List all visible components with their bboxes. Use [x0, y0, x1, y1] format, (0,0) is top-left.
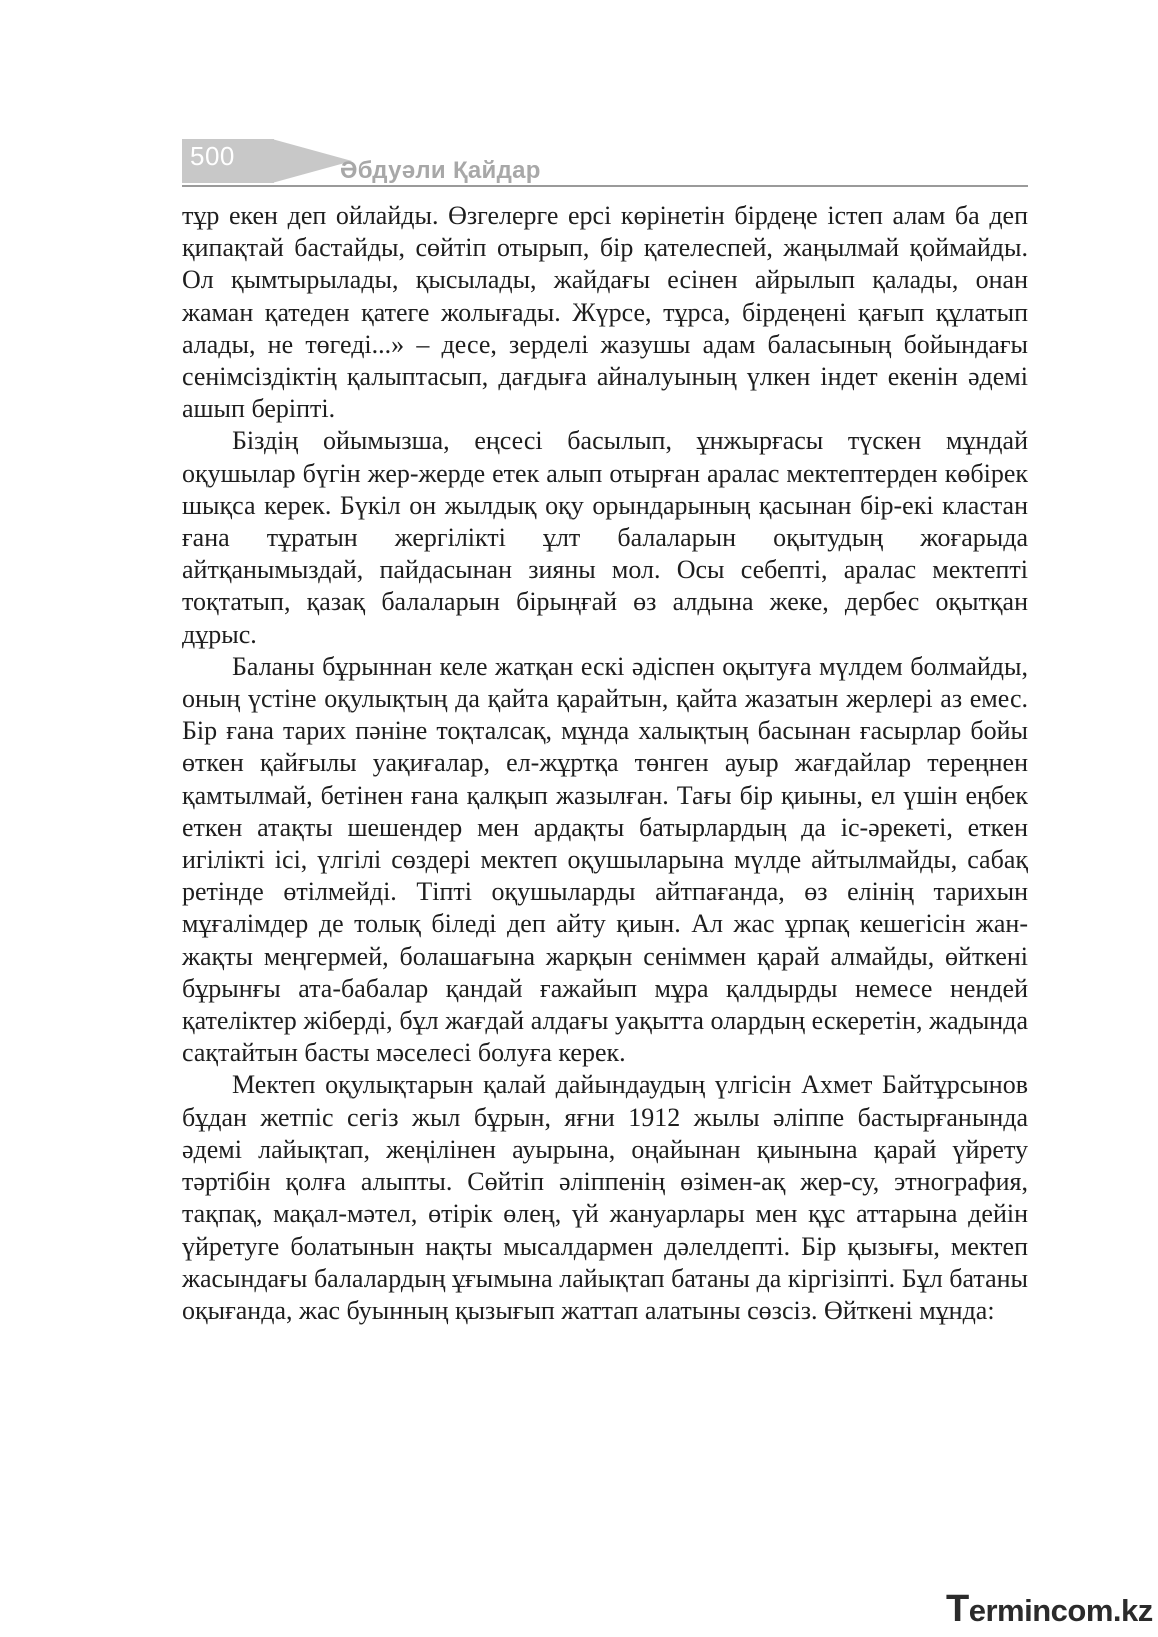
- header-divider: [182, 185, 1028, 187]
- paragraph-continued: тұр екен деп ойлайды. Өзгелерге ерсі көрінетін бірдеңе істеп алам ба деп қипақтай бастайды, сөйтіп отырып, бір қателеспей, жаңылмай қоймайды. Ол қымтырылады, қысылады, жайдағы есінен айрылып қалады, онан жаман қатеден қатеге жолығады. Жүрсе, тұрса, бірдеңені қағып құлатып алады, не төгеді...» – десе, зерделі жазушы адам баласының бойындағы сенімсіздіктің қалыптасып, дағдыға айналуының үлкен індет екенін әдемі ашып беріпті.: [182, 201, 1028, 424]
- running-header-author: Әбдуәли Қайдар: [340, 157, 541, 184]
- paragraph: Мектеп оқулықтарын қалай дайындаудың үлгісін Ахмет Байтұрсынов бұдан жетпіс сегіз жыл бұрын, яғни 1912 жылы әліппе бастырғанында әдемі лайықтап, жеңілінен ауырына, оңайынан қиынына қарай үйрету тәртібін қолға алыпты. Сөйтіп әліппенің өзімен-ақ жер-су, этнография, тақпақ, мақал-мәтел, өтірік өлең, үй жануарлары мен құс аттарына дейін үйретуге болатынын нақты мысалдармен дәлелдепті. Бір қызығы, мектеп жасындағы балалардың ұғымына лайықтап батаны да кіргізіпті. Бұл батаны оқығанда, жас буынның қызығып жаттап алатыны сөзсіз. Өйткені мұнда:: [182, 1070, 1028, 1325]
- page-number: 500: [190, 141, 235, 171]
- page-body: [182, 200, 1028, 1327]
- termincom-watermark-logo: Termincom.kz: [946, 1588, 1153, 1630]
- paragraph: Баланы бұрыннан келе жатқан ескі әдіспен оқытуға мүлдем болмайды, оның үстіне оқулықтың да қайта қарайтын, қайта жазатын жерлері аз емес. Бір ғана тарих пәніне тоқталсақ, мұнда халықтың басынан ғасырлар бойы өткен қайғылы уақиғалар, ел-жұртқа төнген ауыр жағдайлар тереңнен қамтылмай, бетінен ғана қалқып жазылған. Тағы бір қиыны, ел үшін еңбек еткен атақты шешендер мен ардақты батырлардың да іс-әрекеті, еткен игілікті ісі, үлгілі сөздері мектеп оқушыларына мүлде айтылмайды, сабақ ретінде өтілмейді. Тіпті оқушыларды айтпағанда, өз елінің тарихын мұғалімдер де толық біледі деп айту қиын. Ал жас ұрпақ кешегісін жан-жақты меңгермей, болашағына жарқын сеніммен қарай алмайды, өйткені бұрынғы ата-бабалар қандай ғажайып мұра қалдырды немесе нендей қателіктер жіберді, бұл жағдай алдағы уақытта олардың ескеретін, жадында сақтайтын басты мәселесі болуға керек.: [182, 651, 1028, 1068]
- paragraph: Біздің ойымызша, еңсесі басылып, ұнжырғасы түскен мұндай оқушылар бүгін жер-жерде етек алып отырған аралас мектептерден көбірек шықса керек. Бүкіл он жылдық оқу орындарының қасынан бір-екі кластан ғана тұратын жергілікті ұлт балаларын оқытудың жоғарыда айтқанымыздай, пайдасынан зияны мол. Осы себепті, аралас мектепті тоқтатып, қазақ балаларын бірыңғай өз алдына жеке, дербес оқытқан дұрыс.: [182, 426, 1028, 649]
